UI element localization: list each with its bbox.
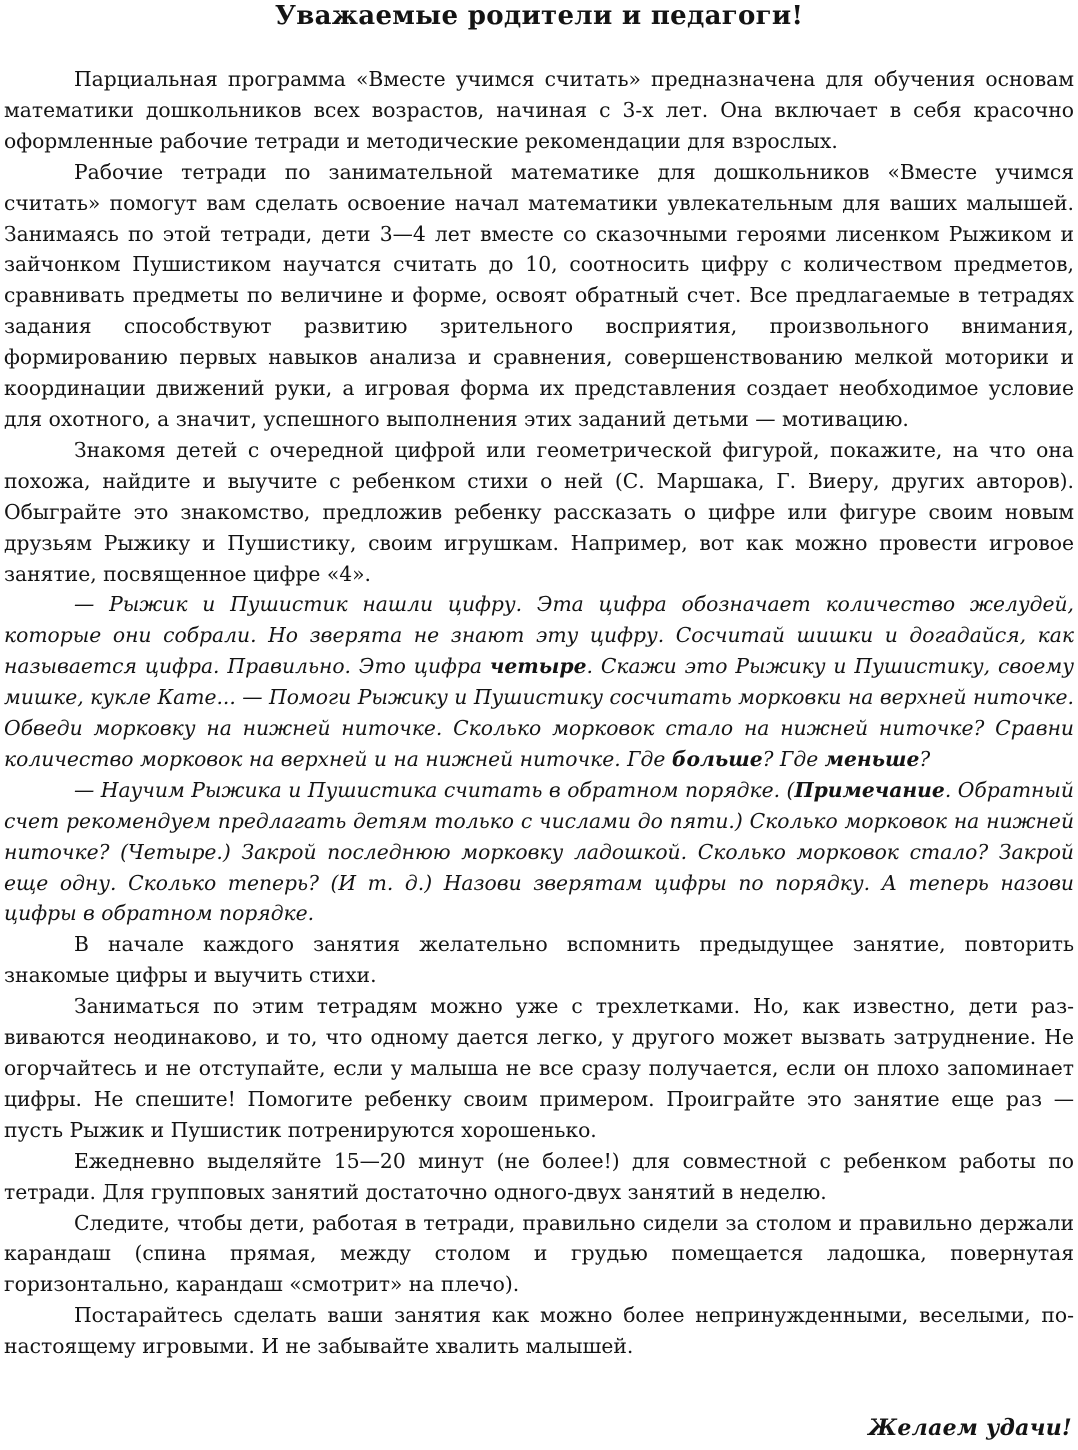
paragraph-daily-time: Ежедневно выделяйте 15—20 минут (не более!) для совместной с ребенком работы по тетради. Для групповых занятий достаточно одного-двух занятий в неделю. [4, 1148, 1074, 1204]
dialog-paragraph-counting [4, 589, 1074, 774]
dialog-text: — Научим Рыжика и Пушистика считать в обратном порядке. ( [74, 777, 795, 802]
dialog-text: ? Где [762, 746, 825, 771]
closing-wish: Желаем удачи! [868, 1415, 1072, 1441]
page-title: Уважаемые родители и педагоги! [274, 1, 804, 31]
dialog-text: — Рыжик и Пушистик нашли цифру. Эта цифра обозначает количество желудей, которые они собрали. Но зверята не знают эту цифру. Сосчитай шишки и догадайся, как называется цифра. Правильно. Это цифра [4, 592, 1074, 679]
dialog-text: ? [919, 746, 931, 771]
paragraph-three-year-olds: Заниматься по этим тетрадям можно уже с трехлетками. Но, как известно, дети развиваются неодинаково, и то, что одному дается легко, у другого может вызвать затруднение. Не огорчайтесь и не отступайте, если у малыша не все сразу получается, если он плохо запоминает цифры. Не спешите! Помогите ребенку своим примером. Проиграйте это занятие еще раз — пусть Рыжик и Пушистик потренируются хорошенько. [4, 994, 1074, 1142]
document-page [4, 0, 1074, 1450]
dialog-text: . Обратный счет рекомендуем предлагать детям только с числами до пяти.) Сколько морковок на нижней ниточке? (Четыре.) Закрой последнюю морковку ладошкой. Сколько морковок стало? Закрой еще одну. Сколько теперь? (И т. д.) Назови зверятам цифры по порядку. А теперь назови цифры в обратном порядке. [4, 777, 1074, 926]
paragraph-lesson-start: В начале каждого занятия желательно вспомнить предыдущее занятие, повторить знакомые цифры и выучить стихи. [4, 932, 1074, 988]
paragraph-workbooks: Рабочие тетради по занимательной математике для дошкольников «Вместе учимся считать» помогут вам сделать освоение начал математики увлекательным для ваших малышей. Занимаясь по этой тетради, дети 3—4 лет вместе со сказочными героями лисенком Рыжиком и зайчонком Пушистиком научатся считать до 10, соотносить цифру с количеством предметов, сравнивать предметы по величине и форме, освоят обратный счет. Все предлагаемые в тетрадях задания способствуют развитию зрительного восприятия, произвольного внимания, формированию первых навыков анализа и сравнения, совершенствованию мелкой моторики и координации движений руки, а игровая форма их представления создает необходимое условие для охотного, а значит, успешного выполнения этих заданий детьми — мотивацию. [4, 159, 1074, 431]
emphasis-word: Примечание [794, 777, 945, 802]
dialog-paragraph-reverse-count [4, 775, 1074, 930]
paragraph-digits: Знакомя детей с очередной цифрой или геометрической фигурой, покажите, на что она похожа, найдите и выучите с ребенком стихи о ней (С. Маршака, Г. Виеру, других авторов). Обыграйте это знакомство, предложив ребенку рассказать о цифре или фигуре своим новым друзьям Рыжику и Пушистику, своим игрушкам. Например, вот как можно провести игровое занятие, посвященное цифре «4». [4, 437, 1074, 586]
paragraph-intro: Парциальная программа «Вместе учимся считать» предназначена для обучения основам математики дошкольников всех возрастов, начиная с 3-х лет. Она включает в себя красочно оформленные рабочие тетради и методические рекомендации для взрослых. [4, 67, 1074, 153]
paragraph-posture: Следите, чтобы дети, работая в тетради, правильно сидели за столом и правильно держали карандаш (спина прямая, между столом и грудью помещается ладошка, повернутая горизонтально, карандаш «смотрит» на плечо). [4, 1210, 1074, 1297]
paragraph-playful: Постарайтесь сделать ваши занятия как можно более непринужденными, веселыми, по-настоящему игровыми. И не забывайте хвалить малышей. [4, 1303, 1074, 1359]
dialog-text: . Скажи это Рыжику и Пушистику, своему мишке, кукле Кате... — Помоги Рыжику и Пушистику сосчитать морковки на верхней ниточке. Обведи морковку на нижней ниточке. Сколько морковок стало на нижней ниточке? Сравни количество морковок на верхней и на нижней ниточке. Где [4, 654, 1075, 771]
emphasis-word: меньше [824, 746, 920, 771]
emphasis-word: четыре [489, 654, 587, 679]
body-text [4, 64, 1074, 1362]
emphasis-word: больше [671, 746, 763, 771]
